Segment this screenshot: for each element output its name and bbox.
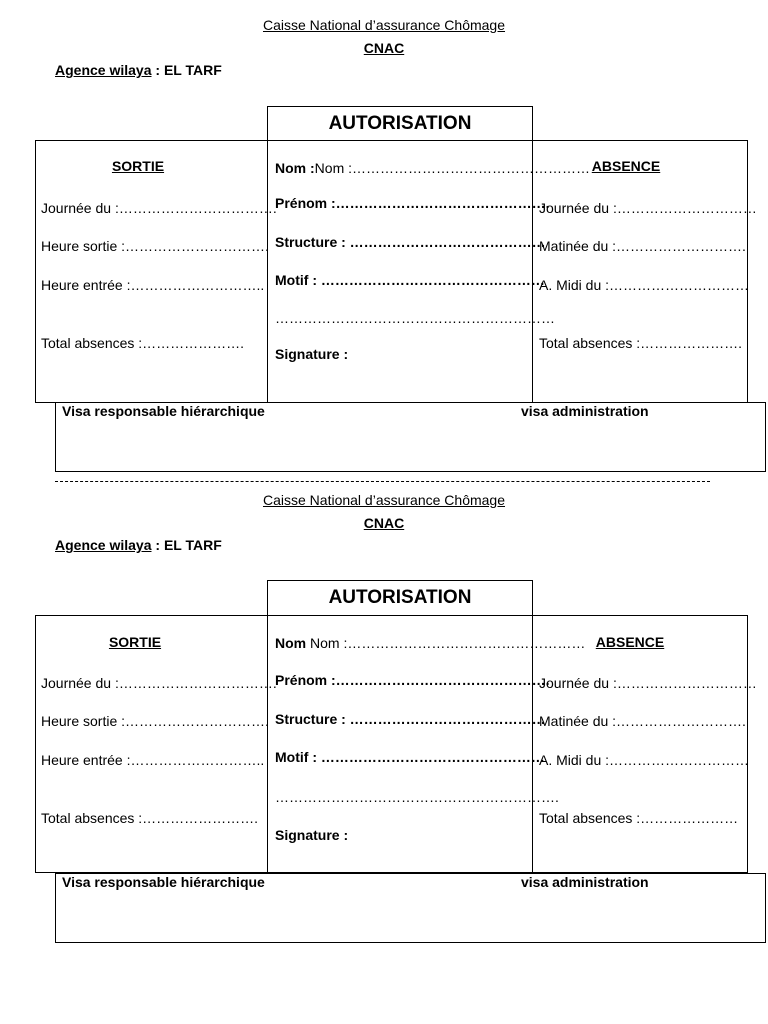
motif-continuation-line[interactable]: …………………………………………………… — [275, 310, 555, 326]
absence-journee-field[interactable]: Journée du :………………………… — [539, 675, 757, 691]
absence-heading: ABSENCE — [595, 634, 665, 650]
sortie-total-absences-field[interactable]: Total absences :……………………. — [41, 810, 259, 826]
structure-field[interactable]: Structure : …………………………………… — [275, 234, 546, 250]
signature-label: Signature : — [275, 346, 349, 362]
autorisation-title: AUTORISATION — [267, 106, 533, 142]
agency — [55, 62, 222, 78]
autorisation-title: AUTORISATION — [267, 580, 533, 616]
sortie-heure-entree-field[interactable]: Heure entrée :……………………….. — [41, 277, 265, 293]
sortie-journee-field[interactable]: Journée du :……………………………. — [41, 200, 277, 216]
org-acronym: CNAC — [363, 40, 405, 56]
sortie-heure-sortie-field[interactable]: Heure sortie :…………………………. — [41, 713, 269, 729]
absence-total-absences-field[interactable]: Total absences :…………………. — [539, 335, 743, 351]
absence-heading: ABSENCE — [591, 158, 661, 174]
visa-administration-label: visa administration — [521, 403, 649, 419]
absence-matinee-field[interactable]: Matinée du :………………………. — [539, 238, 746, 254]
sortie-heading: SORTIE — [111, 158, 165, 174]
sortie-column — [35, 615, 268, 873]
agency — [55, 537, 222, 553]
prenom-field[interactable]: Prénom :………………………………………. — [275, 195, 550, 211]
cut-line — [55, 481, 710, 482]
visa-responsable-label: Visa responsable hiérarchique — [62, 403, 265, 419]
absence-column — [532, 140, 748, 403]
absence-total-absences-field[interactable]: Total absences :………………… — [539, 810, 739, 826]
motif-field[interactable]: Motif : ………………………………………… — [275, 749, 545, 765]
sortie-heading: SORTIE — [108, 634, 162, 650]
agency-value: : EL TARF — [151, 62, 222, 78]
nom-field[interactable]: Nom :Nom :…………………………………………… — [275, 160, 591, 176]
absence-amidi-field[interactable]: A. Midi du :………………………… — [539, 277, 750, 293]
absence-journee-field[interactable]: Journée du :………………………… — [539, 200, 757, 216]
sortie-column — [35, 140, 268, 403]
structure-field[interactable]: Structure : …………………………………… — [275, 711, 546, 727]
motif-field[interactable]: Motif : ………………………………………… — [275, 272, 545, 288]
sortie-heure-entree-field[interactable]: Heure entrée :……………………….. — [41, 752, 265, 768]
org-acronym: CNAC — [363, 515, 405, 531]
sortie-journee-field[interactable]: Journée du :……………………………. — [41, 675, 277, 691]
agency-value: : EL TARF — [151, 537, 222, 553]
sortie-total-absences-field[interactable]: Total absences :…………………. — [41, 335, 245, 351]
motif-continuation-line[interactable]: ……………………………………………………. — [275, 789, 559, 805]
agency-label: Agence wilaya — [55, 537, 152, 553]
absence-amidi-field[interactable]: A. Midi du :………………………… — [539, 752, 750, 768]
org-name: Caisse National d’assurance Chômage — [262, 492, 506, 508]
absence-matinee-field[interactable]: Matinée du :………………………. — [539, 713, 746, 729]
visa-responsable-label: Visa responsable hiérarchique — [62, 874, 265, 890]
signature-label: Signature : — [275, 827, 349, 843]
absence-column — [532, 615, 748, 873]
agency-label: Agence wilaya — [55, 62, 152, 78]
nom-field[interactable]: Nom Nom :…………………………………………… — [275, 635, 586, 651]
org-name: Caisse National d’assurance Chômage — [262, 17, 506, 33]
prenom-field[interactable]: Prénom :………………………………………. — [275, 672, 550, 688]
visa-administration-label: visa administration — [521, 874, 649, 890]
sortie-heure-sortie-field[interactable]: Heure sortie :…………………………. — [41, 238, 269, 254]
